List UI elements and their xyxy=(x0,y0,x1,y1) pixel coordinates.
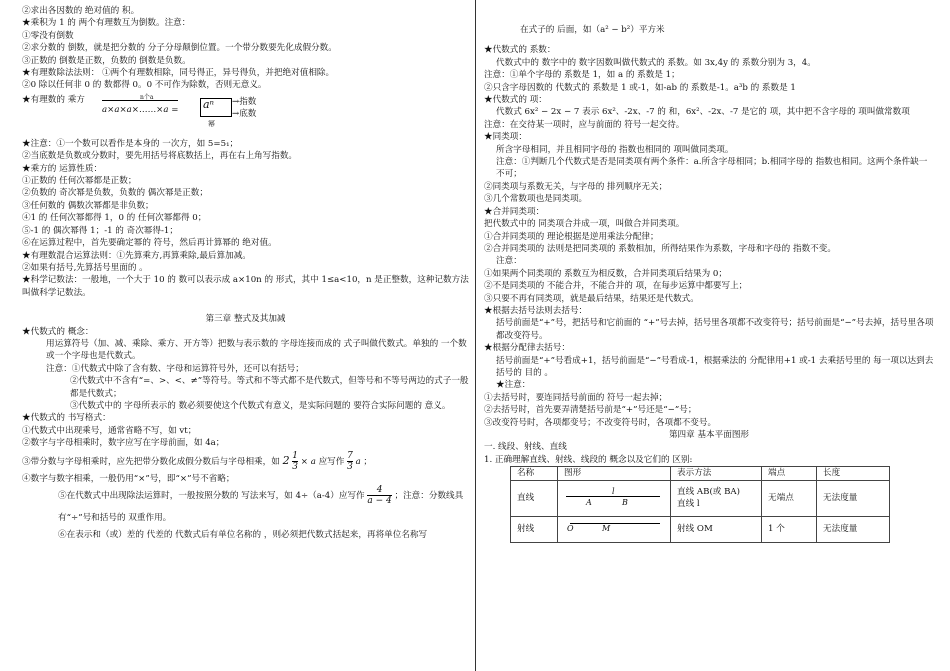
rule-text: ；注意：分数线具有“÷”号和括号的 双重作用。 xyxy=(58,491,464,523)
text-line: 代数式 6x² − 2x − 7 表示 6x²、-2x、-7 的 和，6x²、-2x、-7 是它的 项，其中把不含字母的 项叫做常数项 xyxy=(496,107,910,118)
section-title: ★同类项： xyxy=(484,132,527,143)
point-label: B xyxy=(622,498,628,508)
table-header: 长度 xyxy=(817,467,890,480)
text-line: 注意： xyxy=(496,256,522,267)
text-line: ②去括号时，首先要弄清楚括号前是“+”号还是“−”号； xyxy=(484,405,697,416)
power-definition xyxy=(22,92,469,138)
rule-text: ③带分数与字母相乘时，应先把带分数化成假分数后与字母相乘，如 xyxy=(22,456,280,467)
chapter-4-title: 第四章 基本平面图形 xyxy=(668,430,750,440)
power-label: ★有理数的 乘方 xyxy=(22,94,85,105)
section-title: ★代数式的 概念： xyxy=(22,326,94,337)
text-line: 括号前面是“+”号，把括号和它前面的 “+”号去掉，括号里各项都不改变符号；括号前面是“−”号去掉，括号里各项都改变符号。 xyxy=(496,318,934,341)
text-line: ★有理数混合运算法则：①先算乘方,再算乘除,最后算加减。 xyxy=(22,250,251,261)
text-line: ①代数式中出现乘号，通常省略不写，如 vt； xyxy=(22,425,197,436)
denominator: a − 4 xyxy=(367,496,392,506)
text-line: ①去括号时，要连同括号前面的 符号一起去掉； xyxy=(484,392,668,403)
table-cell: 无法度量 xyxy=(817,480,890,516)
section-title: ★注意： xyxy=(496,380,531,391)
section-title: ★代数式的 系数： xyxy=(484,45,556,56)
column-divider xyxy=(475,0,476,671)
section-title: ★代数式的 书写格式： xyxy=(22,413,111,424)
table-cell: 无端点 xyxy=(762,480,817,516)
table-row xyxy=(511,480,890,516)
fraction xyxy=(367,485,391,506)
section-title: ★根据分配律去括号： xyxy=(484,343,570,354)
text-line: ②当底数是负数或分数时，要先用括号将底数括上，再在右上角写指数。 xyxy=(22,151,298,162)
base-arrow-label: →底数 xyxy=(232,108,257,119)
table-cell: 无法度量 xyxy=(817,516,890,542)
note-line: ③代数式中的 字母所表示的 数必须要使这个代数式有意义，是实际问题的 要符合实际问题的 意义。 xyxy=(70,400,451,411)
text-line: ⑥在表示和（或）差的 代差的 代数式后有单位名称的 ，则必须把代数式括起来，再将单位名称写 xyxy=(58,530,428,540)
text-line: ②合并同类项的 法则是把同类项的 系数相加，所得结果作为系数，字母和字母的 指数不变。 xyxy=(484,243,836,254)
method-line: 直线 AB(或 BA) xyxy=(677,486,740,497)
note-line: 注意：①代数式中除了含有数、字母和运算符号外，还可以有括号； xyxy=(46,363,304,374)
text-line: 代数式中的 数字中的 数字因数叫做代数式的 系数。如 3x,4y 的 系数分别为 3，4。 xyxy=(496,57,816,68)
definition-body: 用运算符号（加、减、乘除、乘方、开方等）把数与表示数的 字母连接而成的 式子叫做代数式。单独的 一个数或一个字母也是代数式。 xyxy=(46,338,467,362)
division-rule xyxy=(22,485,469,529)
fraction xyxy=(292,451,298,472)
text-line: ③只要不再有同类项，就是最后结果，结果还是代数式。 xyxy=(484,293,699,304)
section-title: ★代数式的 项： xyxy=(484,95,547,106)
text-line: 在式子的 后面，如（a² − b²）平方米 xyxy=(520,25,665,35)
rule-text: 应写作 xyxy=(318,456,345,467)
text-line: ②同类项与系数无关，与字母的 排列顺序无关； xyxy=(484,181,668,192)
text-line: 注意：①判断几个代数式是否是同类项有两个条件：a.所含字母相同；b.相同字母的 指数也相同。这两个条件缺一不可； xyxy=(496,157,928,180)
power-count-label: n个a xyxy=(140,93,154,101)
right-column xyxy=(484,0,934,543)
text-line: ★乘积为 1 的 两个有理数互为倒数。注意： xyxy=(22,18,191,29)
rule-text: ； xyxy=(363,456,373,467)
point-label: A xyxy=(586,498,592,508)
method-line: 直线 l xyxy=(677,499,700,510)
table-header: 表示方法 xyxy=(671,467,762,480)
numerator: 4 xyxy=(367,485,391,496)
section-title: ★合并同类项： xyxy=(484,206,545,217)
text-line: ①合并同类项的 理论根据是逆用乘法分配律； xyxy=(484,231,659,242)
power-expression: a×a×a×……×a = xyxy=(102,100,178,116)
text-line: ②只含字母因数的 代数式的 系数是 1 或-1，如-ab 的 系数是-1。a³b 的 系数是 1 xyxy=(484,82,796,93)
table-cell: 直线 xyxy=(511,480,558,516)
denominator: 3 xyxy=(292,461,299,472)
figure-cell xyxy=(558,480,671,516)
ray-figure xyxy=(564,518,664,540)
table-cell: 射线 OM xyxy=(671,516,762,542)
table-header-row xyxy=(511,467,890,480)
table-cell xyxy=(671,480,762,516)
fraction-variable: × a xyxy=(300,456,316,467)
text-line: ①正数的 任何次幂都是正数； xyxy=(22,176,137,187)
rule-text: ⑤在代数式中出现除法运算时，一般按照分数的 写法来写，如 4÷（a-4）应写作 xyxy=(58,491,365,501)
text-line: ③任何数的 偶数次幂都是非负数； xyxy=(22,200,154,211)
text-line: ①如果两个同类项的 系数互为相反数，合并同类项后结果为 0； xyxy=(484,268,727,279)
numerator: 7 xyxy=(347,450,353,461)
text-line: ③改变符号时，各项都变号；不改变符号时，各项都不变号。 xyxy=(484,417,717,428)
section-title: ★根据去括号法则去括号： xyxy=(484,305,588,316)
text-line: ★乘方的 运算性质： xyxy=(22,163,103,174)
line-figure xyxy=(564,487,664,509)
text-line: ③正数的 倒数是正数，负数的 倒数是负数。 xyxy=(22,55,191,66)
figure-cell xyxy=(558,516,671,542)
text-line: 1. 正确理解直线、射线、线段的 概念以及它们的 区别: xyxy=(484,454,693,465)
table-header: 图形 xyxy=(558,467,671,480)
mixed-whole: 2 xyxy=(282,453,290,467)
point-label: M xyxy=(602,524,611,534)
text-line: ②数字与字母相乘时，数字应写在字母前面，如 4a； xyxy=(22,438,225,449)
table-header: 端点 xyxy=(762,467,817,480)
text-line: ④1 的 任何次幂都得 1，0 的 任何次幂都得 0； xyxy=(22,213,207,224)
text-line: ④数字与数字相乘，一般仍用“×”号，即“×”号不省略； xyxy=(22,473,235,484)
line-types-table xyxy=(510,466,890,542)
table-cell: 射线 xyxy=(511,516,558,542)
section-heading: 一. 线段、射线、直线 xyxy=(484,442,567,453)
table-cell: 1 个 xyxy=(762,516,817,542)
mixed-number-rule xyxy=(22,450,469,473)
text-line: ②不是同类项的 不能合并，不能合并的 项，在每步运算中都要写上； xyxy=(484,281,748,292)
exponent-arrow-label: →指数 xyxy=(232,96,257,107)
numerator: 1 xyxy=(292,450,299,461)
table-header: 名称 xyxy=(511,467,558,480)
text-line: ②求出各因数的 绝对值的 积。 xyxy=(22,6,140,16)
power-result-label: 幂 xyxy=(208,119,215,128)
text-line: 所含字母相同，并且相同字母的 指数也相同的 项叫做同类项。 xyxy=(496,144,734,155)
line-label: l xyxy=(612,487,615,497)
text-line: 注意：在交待某一项时，应与前面的 符号一起交待。 xyxy=(484,119,685,130)
fraction xyxy=(347,451,353,472)
text-line: ②如果有括号,先算括号里面的 。 xyxy=(22,262,148,273)
text-line: ①零没有倒数 xyxy=(22,30,74,41)
fraction-variable: a xyxy=(355,456,361,467)
text-line: 括号前面是“+”号看成+1，括号前面是“−”号看成-1，根据乘法的 分配律用+1 或-1 去乘括号里的 每一项以达到去括号的 目的 。 xyxy=(496,355,934,378)
text-line: ②负数的 奇次幂是负数，负数的 偶次幂是正数； xyxy=(22,188,208,199)
text-line: 把代数式中的 同类项合并成一项，叫做合并同类项。 xyxy=(484,219,685,230)
left-column xyxy=(22,0,469,541)
text-line: ★注意：①一个数可以看作是本身的 一次方，如 5=5₁； xyxy=(22,138,239,149)
table-row xyxy=(511,516,890,542)
point-label: O xyxy=(567,524,574,534)
mixed-number xyxy=(282,450,319,472)
text-line: 注意：①单个字母的 系数是 1，如 a 的 系数是 1； xyxy=(484,70,680,81)
text-line: ★有理数除法法则： ①两个有理数相除，同号得正，异号得负，并把绝对值相除。 xyxy=(22,68,335,79)
scientific-notation: ★科学记数法：一般地，一个大于 10 的 数可以表示成 a×10n 的 形式，其中 1≤a<10，n 是正整数，这种记数方法叫做科学记数法。 xyxy=(22,275,469,298)
note-line: ②代数式中不含有“=、>、<、≠”等符号。等式和不等式都不是代数式，但等号和不等号两边的式子一般都是代数式； xyxy=(70,376,469,399)
ray-stroke xyxy=(570,523,660,524)
chapter-3-title: 第三章 整式及其加减 xyxy=(205,314,286,325)
text-line: ⑤-1 的 偶次幂得 1；-1 的 奇次幂得-1； xyxy=(22,225,178,236)
text-line: ②0 除以任何非 0 的 数都得 0。0 不可作为除数，否则无意义。 xyxy=(22,80,267,91)
text-line: ②求分数的 倒数，就是把分数的 分子分母颠倒位置。一个带分数要先化成假分数。 xyxy=(22,43,337,54)
text-line: ③几个常数项也是同类项。 xyxy=(484,194,588,205)
denominator: 3 xyxy=(347,461,353,472)
power-box: aⁿ xyxy=(200,98,232,117)
text-line: ⑥在运算过程中，首先要确定幂的 符号，然后再计算幂的 绝对值。 xyxy=(22,238,277,249)
